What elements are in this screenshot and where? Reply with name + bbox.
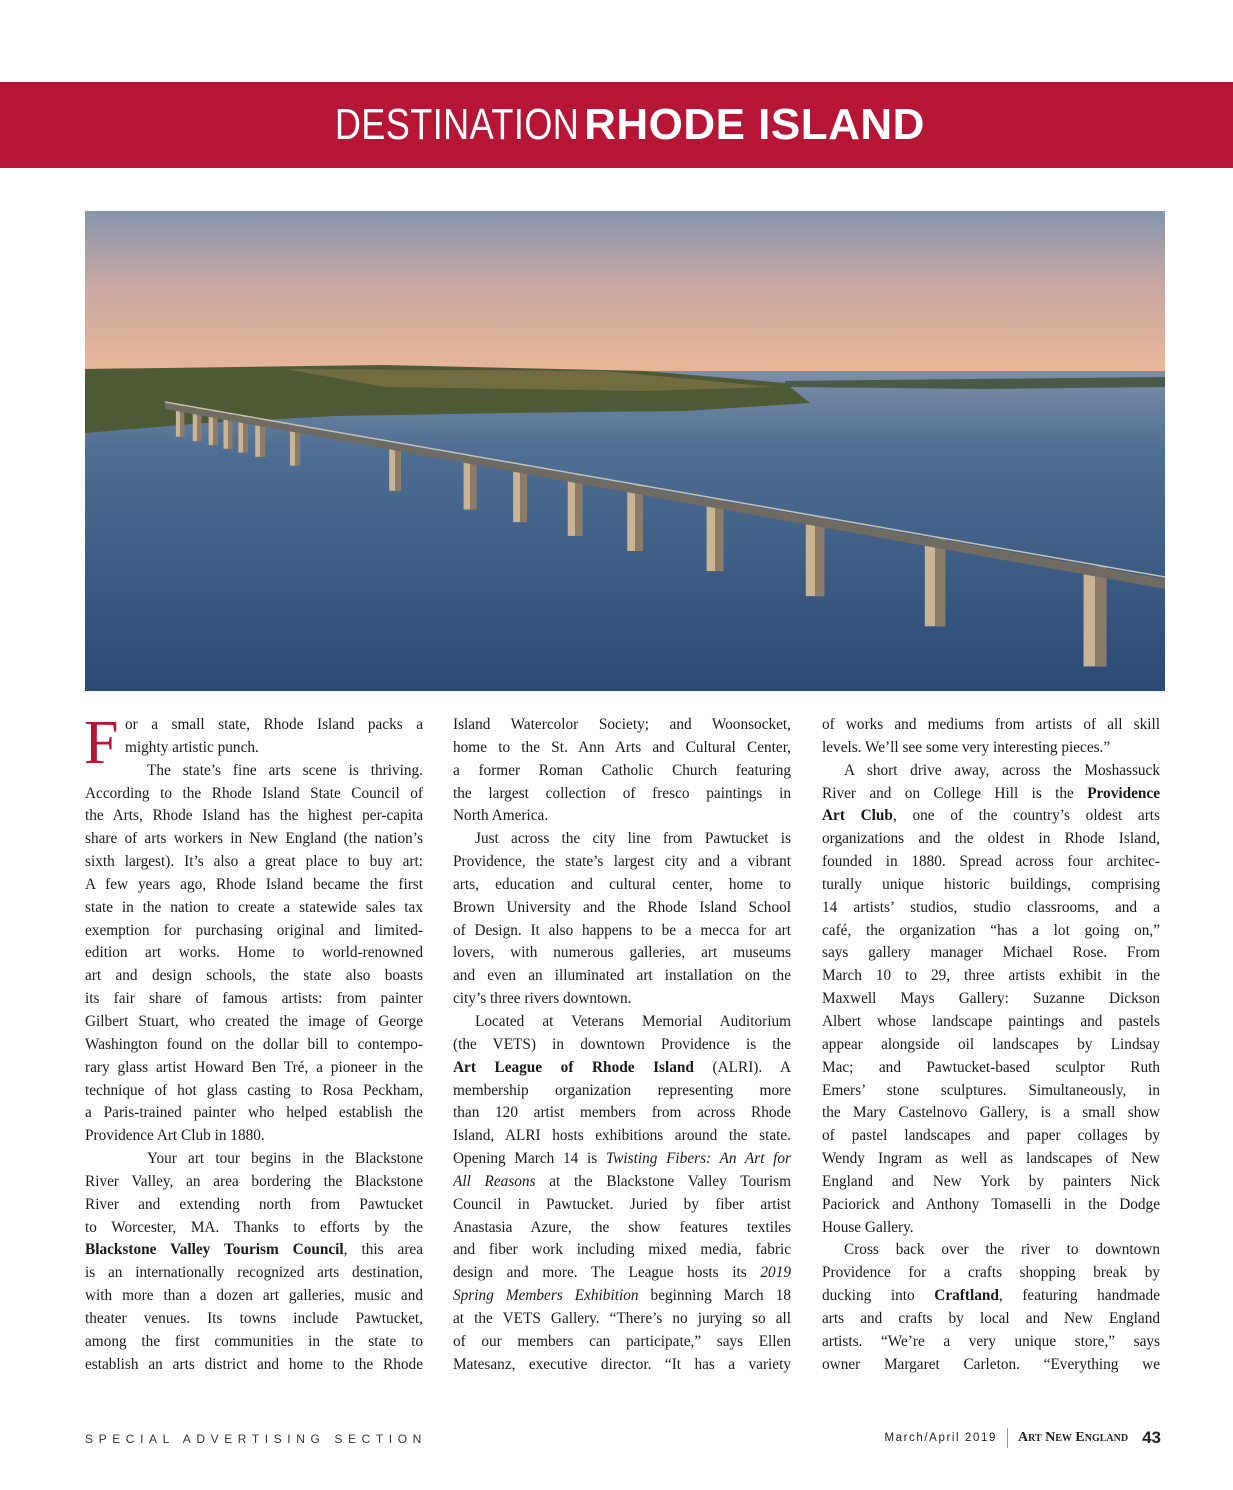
text: According to the Rhode Island State Council of xyxy=(85,784,423,802)
text-line xyxy=(85,1102,423,1125)
text: lovers, with numerous galleries, art museums xyxy=(453,944,791,962)
bridge-pier-shadow xyxy=(715,500,723,571)
paragraph xyxy=(85,714,423,760)
text: the largest collection of fresco paintings in xyxy=(453,784,791,802)
paragraph xyxy=(85,1148,423,1376)
text: Maxwell Mays Gallery: Suzanne Dickson xyxy=(822,990,1160,1008)
text: membership organization representing more xyxy=(453,1081,791,1099)
text-line xyxy=(453,714,791,737)
text-line xyxy=(822,874,1160,897)
text-line xyxy=(85,1148,423,1171)
text: Cross back over the river to downtown xyxy=(844,1241,1160,1259)
text: , this area xyxy=(343,1241,423,1259)
text: says gallery manager Michael Rose. From xyxy=(822,944,1160,962)
text: a Paris-trained painter who helped establish the xyxy=(85,1104,423,1122)
text: arts, education and cultural center, home to xyxy=(453,875,791,893)
text: a former Roman Catholic Church featuring xyxy=(453,761,791,779)
text-line xyxy=(85,1217,423,1240)
text: Just across the city line from Pawtucket is xyxy=(475,830,791,848)
text-line xyxy=(822,1217,1160,1240)
text: rary glass artist Howard Ben Tré, a pioneer in the xyxy=(85,1058,423,1076)
text-line xyxy=(822,805,1160,828)
text: England and New York by painters Nick xyxy=(822,1172,1160,1190)
text-line xyxy=(822,1080,1160,1103)
text-line xyxy=(822,828,1160,851)
text-line xyxy=(85,988,423,1011)
text: A short drive away, across the Moshassuck xyxy=(844,761,1160,779)
text: than 120 artist members from across Rhode xyxy=(453,1104,791,1122)
text-line xyxy=(85,1308,423,1331)
page-number: 43 xyxy=(1142,1428,1161,1447)
text: River and on College Hill is the xyxy=(822,784,1088,802)
text-line xyxy=(85,828,423,851)
text: of our members can participate,” says Ellen xyxy=(453,1332,791,1350)
text-line xyxy=(453,851,791,874)
drop-cap: F xyxy=(84,709,119,777)
text: establish an arts district and home to the Rhode xyxy=(85,1355,423,1373)
text: Located at Veterans Memorial Auditorium xyxy=(475,1012,791,1030)
section-banner xyxy=(0,82,1233,168)
text: the Mary Castelnovo Gallery, is a small show xyxy=(822,1104,1160,1122)
text: Emers’ stone sculptures. Simultaneously, in xyxy=(822,1081,1160,1099)
text: mighty artistic punch. xyxy=(125,738,259,756)
text: state in the nation to create a statewide sales tax xyxy=(85,898,423,916)
text: to Worcester, MA. Thanks to efforts by the xyxy=(85,1218,423,1236)
footer-divider xyxy=(1007,1428,1008,1448)
text: Matesanz, executive director. “It has a variety xyxy=(453,1355,791,1373)
text: River and extending north from Pawtucket xyxy=(85,1195,423,1213)
text-line xyxy=(453,1171,791,1194)
text-line xyxy=(85,1034,423,1057)
text-line xyxy=(822,1239,1160,1262)
text-line xyxy=(822,1308,1160,1331)
text-line xyxy=(822,851,1160,874)
bold-text: Art League of Rhode Island xyxy=(453,1058,694,1076)
text: Island Watercolor Society; and Woonsocket, xyxy=(453,716,791,733)
text: owner Margaret Carleton. “Everything we xyxy=(822,1355,1160,1373)
paragraph xyxy=(453,828,791,1011)
text-line xyxy=(85,805,423,828)
text: House Gallery. xyxy=(822,1218,914,1236)
text: The state’s fine arts scene is thriving. xyxy=(147,761,423,779)
paragraph xyxy=(85,760,423,1148)
text: at the VETS Gallery. “There’s no jurying so all xyxy=(453,1309,791,1327)
bridge-pier-shadow xyxy=(1095,567,1106,667)
text: of works and mediums from artists of all skill xyxy=(822,716,1160,733)
text: design and more. The League hosts its xyxy=(453,1264,761,1282)
text-line xyxy=(85,874,423,897)
italic-text: Twisting Fibers: An Art for xyxy=(605,1150,791,1168)
text-line xyxy=(85,851,423,874)
text-line xyxy=(85,783,423,806)
bridge-pier-shadow xyxy=(575,475,582,536)
text-line xyxy=(453,874,791,897)
paragraph xyxy=(822,1239,1160,1376)
bridge-pier-shadow xyxy=(635,486,643,551)
text-line xyxy=(822,1011,1160,1034)
text: , featuring handmade xyxy=(998,1287,1160,1305)
paragraph xyxy=(822,760,1160,1240)
issue-date: March/April 2019 xyxy=(884,1432,997,1444)
text-line xyxy=(822,1148,1160,1171)
text: Your art tour begins in the Blackstone xyxy=(147,1150,423,1168)
text: Albert whose landscape paintings and pastels xyxy=(822,1012,1160,1030)
paragraph xyxy=(822,714,1160,760)
text-line xyxy=(85,942,423,965)
text: sixth largest). It’s also a great place to buy art: xyxy=(85,853,423,871)
text: Opening March 14 is xyxy=(453,1150,606,1168)
text: among the first communities in the state to xyxy=(85,1332,423,1350)
text-line xyxy=(822,1102,1160,1125)
bold-text: Art Club xyxy=(822,807,893,825)
text: Brown University and the Rhode Island School xyxy=(453,898,791,916)
text: art and design schools, the state also boasts xyxy=(85,967,423,985)
text: March 10 to 29, three artists exhibit in the xyxy=(822,967,1160,985)
article-column-3 xyxy=(822,714,1160,1376)
page-footer xyxy=(884,1428,1161,1448)
text-line xyxy=(85,1171,423,1194)
text-line xyxy=(453,1011,791,1034)
text: Providence for a crafts shopping break by xyxy=(822,1264,1160,1282)
text: Gilbert Stuart, who created the image of George xyxy=(85,1012,423,1030)
text: (ALRI). A xyxy=(693,1058,791,1076)
text: share of arts workers in New England (the nation’s xyxy=(85,830,423,848)
text-line xyxy=(85,1011,423,1034)
text: and fiber work including mixed media, fabric xyxy=(453,1241,791,1259)
text-line xyxy=(453,805,791,828)
text-line xyxy=(453,920,791,943)
text-line xyxy=(453,1148,791,1171)
text-line xyxy=(453,1262,791,1285)
text-line xyxy=(453,1102,791,1125)
text-line xyxy=(822,1354,1160,1377)
text-line xyxy=(822,1057,1160,1080)
text: artists. “We’re a very unique store,” says xyxy=(822,1332,1160,1350)
text: café, the organization “has a lot going on,” xyxy=(822,921,1160,939)
banner-title-bold: RHODE ISLAND xyxy=(584,100,925,149)
text: Mac; and Pawtucket-based sculptor Ruth xyxy=(822,1058,1160,1076)
text-line xyxy=(453,1217,791,1240)
text: 14 artists’ studios, studio classrooms, and a xyxy=(822,898,1160,916)
text-line xyxy=(822,1034,1160,1057)
text: appear alongside oil landscapes by Lindsay xyxy=(822,1035,1160,1053)
text: Island, ALRI hosts exhibitions around the state. xyxy=(453,1127,791,1145)
text: exemption for purchasing original and limited- xyxy=(85,921,423,939)
text-line xyxy=(453,965,791,988)
text-line xyxy=(822,897,1160,920)
italic-text: Spring Members Exhibition xyxy=(453,1287,639,1305)
text: technique of hot glass casting to Rosa Peckham, xyxy=(85,1081,423,1099)
text-line xyxy=(85,737,423,760)
text: theater venues. Its towns include Pawtucket, xyxy=(85,1309,423,1327)
text-line xyxy=(85,1285,423,1308)
text-line xyxy=(822,920,1160,943)
bridge-pier-shadow xyxy=(935,539,945,627)
text-line xyxy=(822,1171,1160,1194)
text: levels. We’ll see some very interesting pieces.” xyxy=(822,738,1111,756)
text: with more than a dozen art galleries, music and xyxy=(85,1287,423,1305)
text-line xyxy=(453,1239,791,1262)
text-line xyxy=(453,828,791,851)
text: North America. xyxy=(453,807,549,825)
text-line xyxy=(822,714,1160,737)
text: Paciorick and Anthony Tomaselli in the Dodge xyxy=(822,1195,1160,1213)
text-line xyxy=(85,1239,423,1262)
article-column-2 xyxy=(453,714,791,1376)
text: the Arts, Rhode Island has the highest per-capita xyxy=(85,807,423,825)
banner-title-light: DESTINATION xyxy=(334,100,580,149)
text-line xyxy=(453,988,791,1011)
text-line xyxy=(822,942,1160,965)
sky xyxy=(85,211,1165,376)
text-line xyxy=(85,714,423,737)
text-line xyxy=(453,1194,791,1217)
text: River Valley, an area bordering the Blackstone xyxy=(85,1172,423,1190)
text: Providence, the state’s largest city and a vibrant xyxy=(453,853,791,871)
text: Anastasia Azure, the show features textiles xyxy=(453,1218,791,1236)
bold-text: Craftland xyxy=(934,1287,999,1305)
text-line xyxy=(822,760,1160,783)
text: turally unique historic buildings, comprising xyxy=(822,875,1160,893)
text: A few years ago, Rhode Island became the first xyxy=(85,875,423,893)
text: is an internationally recognized arts destination, xyxy=(85,1264,423,1282)
text-line xyxy=(85,1331,423,1354)
text: its fair share of famous artists: from painter xyxy=(85,990,423,1008)
text-line xyxy=(822,965,1160,988)
bridge-pier-shadow xyxy=(520,465,527,522)
text-line xyxy=(85,920,423,943)
bridge-photo xyxy=(85,211,1165,691)
text-line xyxy=(822,737,1160,760)
paragraph xyxy=(453,1011,791,1377)
text: or a small state, Rhode Island packs a xyxy=(125,716,423,733)
text-line xyxy=(85,1194,423,1217)
text-line xyxy=(85,1262,423,1285)
text: at the Blackstone Valley Tourism xyxy=(535,1172,791,1190)
text: Wendy Ingram as well as landscapes of New xyxy=(822,1150,1160,1168)
text-line xyxy=(822,1285,1160,1308)
text: ducking into xyxy=(822,1287,935,1305)
text-line xyxy=(822,783,1160,806)
bold-text: Blackstone Valley Tourism Council xyxy=(85,1241,344,1259)
text-line xyxy=(453,1331,791,1354)
text-line xyxy=(85,1125,423,1148)
text: home to the St. Ann Arts and Cultural Center, xyxy=(453,738,791,756)
text-line xyxy=(453,1057,791,1080)
section-label: SPECIAL ADVERTISING SECTION xyxy=(85,1432,427,1446)
text: of Design. It also happens to be a mecca for art xyxy=(453,921,791,939)
text-line xyxy=(822,1194,1160,1217)
text-line xyxy=(85,760,423,783)
bridge-pier-shadow xyxy=(815,517,824,596)
text-line xyxy=(85,1080,423,1103)
text-line xyxy=(85,965,423,988)
text-line xyxy=(453,897,791,920)
italic-text: 2019 xyxy=(760,1264,791,1282)
article-column-1 xyxy=(84,709,423,1376)
text-line xyxy=(822,1331,1160,1354)
text-line xyxy=(822,988,1160,1011)
text: city’s three rivers downtown. xyxy=(453,990,632,1008)
text: of pastel landscapes and paper collages by xyxy=(822,1127,1160,1145)
italic-text: All Reasons xyxy=(453,1172,536,1190)
text-line xyxy=(453,1308,791,1331)
text-line xyxy=(453,783,791,806)
text: beginning March 18 xyxy=(638,1287,791,1305)
text: and even an illuminated art installation on the xyxy=(453,967,791,985)
text-line xyxy=(85,1057,423,1080)
text-line xyxy=(453,760,791,783)
text-line xyxy=(85,1354,423,1377)
text-line xyxy=(85,897,423,920)
text-line xyxy=(453,1354,791,1377)
text-line xyxy=(822,1125,1160,1148)
text-line xyxy=(453,1080,791,1103)
text-line xyxy=(453,942,791,965)
text-line xyxy=(453,1285,791,1308)
text-line xyxy=(453,1125,791,1148)
text: founded in 1880. Spread across four architec- xyxy=(822,853,1160,871)
text: , one of the country’s oldest arts xyxy=(892,807,1160,825)
text: (the VETS) in downtown Providence is the xyxy=(453,1035,791,1053)
bold-text: Providence xyxy=(1087,784,1160,802)
text: Providence Art Club in 1880. xyxy=(85,1127,265,1145)
text: edition art works. Home to world-renowned xyxy=(85,944,423,962)
text: Washington found on the dollar bill to contempo- xyxy=(85,1035,423,1053)
text: organizations and the oldest in Rhode Island, xyxy=(822,830,1160,848)
text: arts and crafts by local and New England xyxy=(822,1309,1160,1327)
text: Council in Pawtucket. Juried by fiber artist xyxy=(453,1195,791,1213)
text-line xyxy=(453,1034,791,1057)
text-line xyxy=(822,1262,1160,1285)
paragraph xyxy=(453,714,791,828)
text-line xyxy=(453,737,791,760)
magazine-name: Art New England xyxy=(1017,1430,1129,1445)
